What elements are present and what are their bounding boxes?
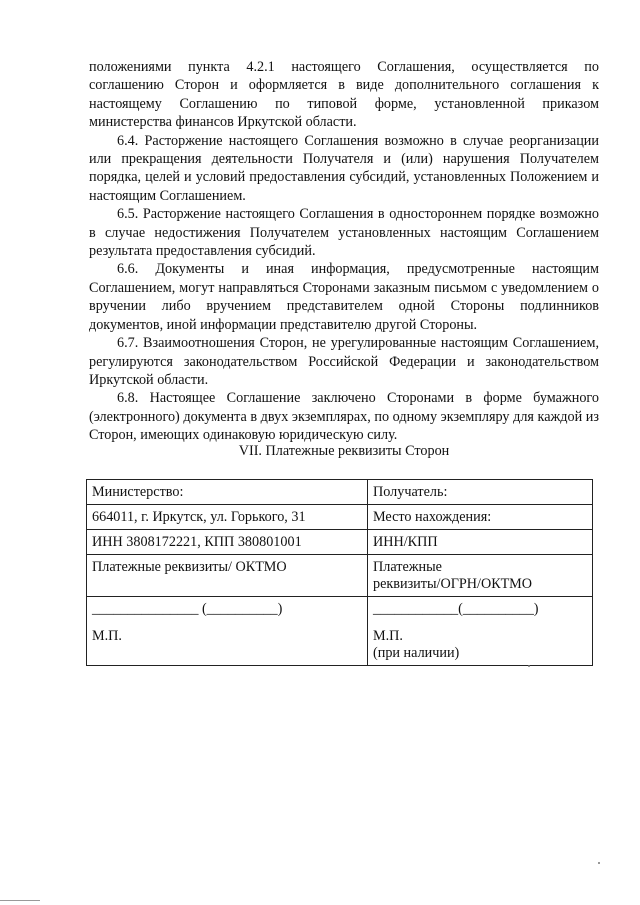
recipient-payment-details: [368, 555, 593, 597]
recipient-signature-line: ____________(__________): [373, 601, 539, 617]
paragraph-6-5: 6.5. Расторжение настоящего Соглашения в одностороннем порядке возможно в случае недостижения Получателем установленных настоящим Соглашением результата предоставления субсидий.: [89, 206, 599, 260]
scan-speck: [598, 862, 600, 864]
ministry-inn-kpp: ИНН 3808172221, КПП 380801001: [87, 530, 368, 555]
recipient-seal-mark: М.П.: [373, 628, 403, 644]
recipient-payment-details-line2: реквизиты/ОГРН/ОКТМО: [373, 576, 533, 592]
table-row: [87, 555, 593, 597]
table-row: [87, 480, 593, 505]
recipient-inn-kpp: ИНН/КПП: [368, 530, 593, 555]
recipient-location: Место нахождения:: [368, 505, 593, 530]
payment-details-table: [86, 479, 593, 666]
scan-edge-mark: [0, 900, 40, 901]
agreement-text: [89, 58, 599, 445]
paragraph-6-8: 6.8. Настоящее Соглашение заключено Сторонами в форме бумажного (электронного) документа в двух экземплярах, по одному экземпляру для каждой из Сторон, имеющих одинаковую юридическую силу.: [89, 390, 599, 444]
ministry-address: 664011, г. Иркутск, ул. Горького, 31: [87, 505, 368, 530]
table-row: [87, 597, 593, 666]
paragraph-6-6: 6.6. Документы и иная информация, предусмотренные настоящим Соглашением, могут направляться Сторонами заказным письмом с уведомлением о вручении либо вручением представителем одной Стороны подлинников документов, иной информации представителю другой Стороны.: [89, 261, 599, 333]
ministry-signature-cell: [87, 597, 368, 666]
recipient-payment-details-line1: Платежные: [373, 559, 442, 575]
ministry-payment-details-text: Платежные реквизиты/ ОКТМО: [92, 559, 287, 575]
recipient-label: Получатель:: [368, 480, 593, 505]
paragraph-6-7: 6.7. Взаимоотношения Сторон, не урегулированные настоящим Соглашением, регулируются законодательством Российской Федерации и законодательством Иркутской области.: [89, 335, 599, 388]
scan-speck: [528, 665, 530, 667]
ministry-label: Министерство:: [87, 480, 368, 505]
section-title: VII. Платежные реквизиты Сторон: [238, 443, 450, 459]
paragraph-continuation: положениями пункта 4.2.1 настоящего Соглашения, осуществляется по соглашению Сторон и оформляется в виде дополнительного соглашения к настоящему Соглашению по типовой форме, установленной приказом министерства финансов Иркутской области.: [89, 59, 599, 131]
table-row: [87, 530, 593, 555]
ministry-seal-mark: М.П.: [92, 628, 122, 644]
recipient-seal-note: (при наличии): [373, 645, 460, 661]
ministry-signature-line: _______________ (__________): [92, 601, 283, 617]
paragraph-6-4: 6.4. Расторжение настоящего Соглашения возможно в случае реорганизации или прекращения деятельности Получателя и (или) нарушения Получателем порядка, целей и условий предоставления субсидий, установленных Положением и настоящим Соглашением.: [89, 132, 599, 204]
table-row: [87, 505, 593, 530]
recipient-signature-cell: [368, 597, 593, 666]
ministry-payment-details: [87, 555, 368, 597]
